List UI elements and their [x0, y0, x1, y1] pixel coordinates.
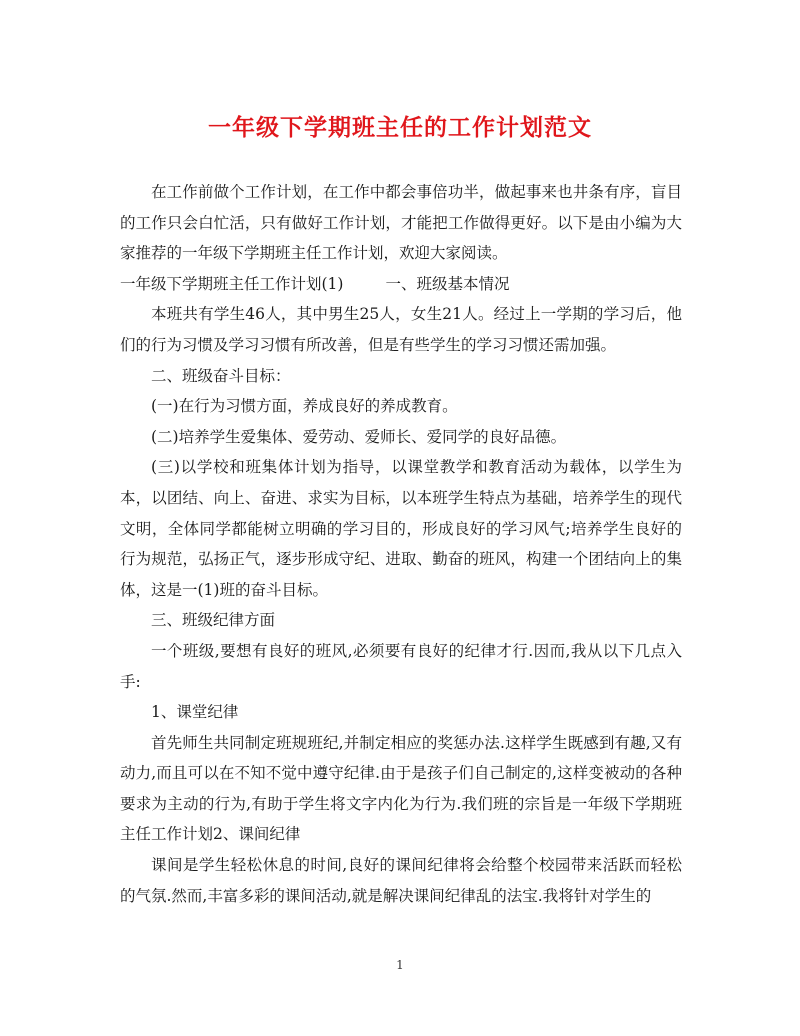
document-title: 一年级下学期班主任的工作计划范文 — [208, 114, 592, 141]
break-discipline-paragraph: 课间是学生轻松休息的时间,良好的课间纪律将会给整个校园带来活跃而轻松的气氛.然而,丰富多彩的课间活动,就是解决课间纪律乱的法宝.我将针对学生的 — [120, 856, 682, 905]
discipline-heading: 三、班级纪律方面 — [151, 611, 276, 630]
plan-subtitle: 一年级下学期班主任工作计划(1) — [120, 274, 344, 293]
document-body — [120, 177, 682, 911]
classroom-discipline-paragraph: 首先师生共同制定班规班纪,并制定相应的奖惩办法.这样学生既感到有趣,又有动力,而且可以在不知不觉中遵守纪律.由于是孩子们自己制定的,这样变被动的各种要求为主动的行为,有助于学生将文字内化为行为.我们班的宗旨是一年级下学期班主任工作计划2、课间纪律 — [120, 733, 682, 844]
classroom-discipline-heading: 1、课堂纪律 — [151, 703, 239, 722]
intro-paragraph: 在工作前做个工作计划，在工作中都会事倍功半，做起事来也井条有序，盲目的工作只会白忙活，只有做好工作计划，才能把工作做得更好。以下是由小编为大家推荐的一年级下学期班主任工作计划，欢迎大家阅读。 — [120, 183, 682, 263]
page-number: 1 — [396, 958, 404, 972]
discipline-intro-paragraph: 一个班级,要想有良好的班风,必须要有良好的纪律才行.因而,我从以下几点入手: — [120, 641, 682, 691]
basic-info-paragraph: 本班共有学生46人，其中男生25人，女生21人。经过上一学期的学习后，他们的行为习惯及学习习惯有所改善，但是有些学生的学习习惯还需加强。 — [120, 305, 682, 354]
goals-heading: 二、班级奋斗目标： — [151, 366, 291, 385]
goal-item-2: (二)培养学生爱集体、爱劳动、爱师长、爱同学的良好品德。 — [151, 427, 567, 446]
subtitle-line — [120, 269, 682, 300]
section-one-heading: 一、班级基本情况 — [385, 274, 510, 293]
goal-item-1: (一)在行为习惯方面，养成良好的养成教育。 — [151, 397, 458, 416]
goal-item-3: (三)以学校和班集体计划为指导，以课堂教学和教育活动为载体，以学生为本，以团结、向上、奋进、求实为目标，以本班学生特点为基础，培养学生的现代文明，全体同学都能树立明确的学习目的，形成良好的学习风气;培养学生良好的行为规范，弘扬正气，逐步形成守纪、进取、勤奋的班风，构建一个团结向上的集体，这是一(1)班的奋斗目标。 — [120, 458, 682, 599]
